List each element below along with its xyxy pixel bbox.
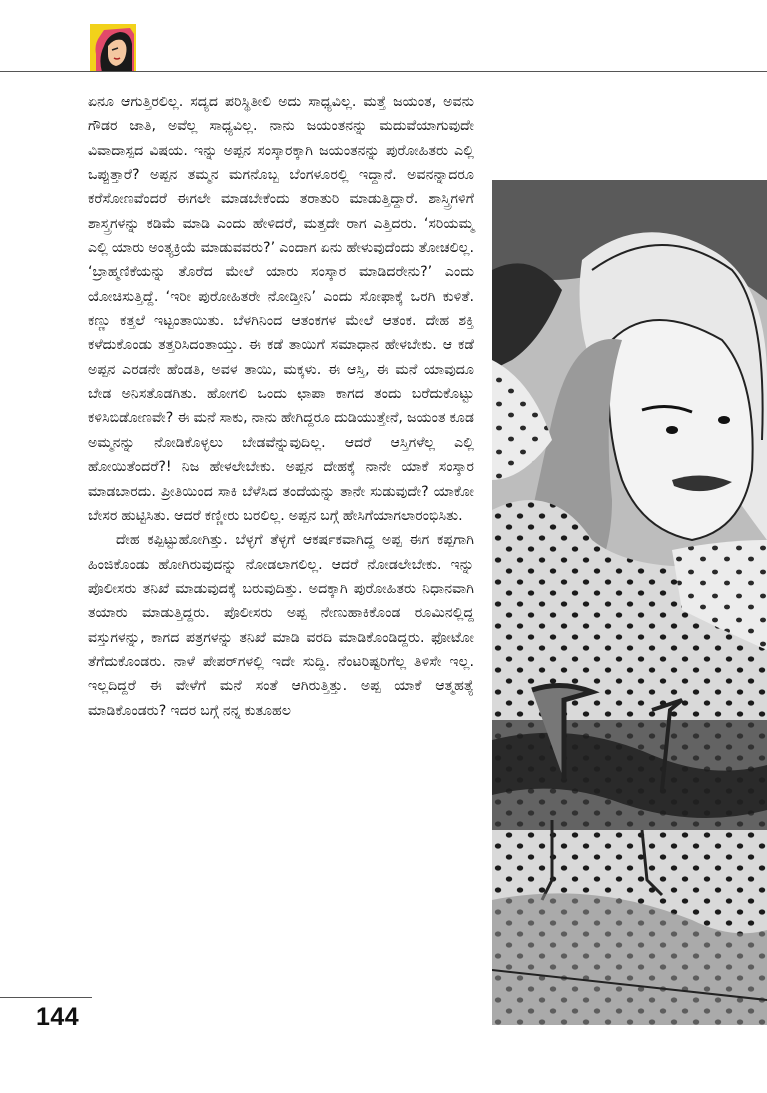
header-rule (0, 71, 767, 72)
ink-portrait-illustration (492, 180, 767, 1025)
magazine-logo-icon (90, 24, 136, 72)
footer-rule (0, 997, 92, 998)
article-body (88, 90, 474, 723)
paragraph-1: ಏನೂ ಆಗುತ್ತಿರಲಿಲ್ಲ. ಸದ್ಯದ ಪರಿಸ್ಥಿತೀಲಿ ಅದು ಸಾಧ್ಯವಿಲ್ಲ. ಮತ್ತೆ ಜಯಂತ, ಅವನು ಗೌಡರ ಜಾತಿ, ಅವೆಲ್ಲ ಸಾಧ್ಯವಿಲ್ಲ. ನಾನು ಜಯಂತನನ್ನು ಮದುವೆಯಾಗುವುದೇ ವಿವಾದಾಸ್ಪದ ವಿಷಯ. ಇನ್ನು ಅಪ್ಪನ ಸಂಸ್ಕಾರಕ್ಕಾಗಿ ಜಯಂತನನ್ನು ಪುರೋಹಿತರು ಎಲ್ಲಿ ಒಪ್ಪುತ್ತಾರೆ? ಅಪ್ಪನ ತಮ್ಮನ ಮಗನೊಬ್ಬ ಬೆಂಗಳೂರಲ್ಲಿ ಇದ್ದಾನೆ. ಅವನನ್ನಾದರೂ ಕರೆಸೋಣವೆಂದರೆ ಈಗಲೇ ಮಾಡಬೇಕೆಂದು ತರಾತುರಿ ಮಾಡುತ್ತಿದ್ದಾರೆ. ಶಾಸ್ತ್ರಿಗಳಿಗೆ ಶಾಸ್ತ್ರಗಳನ್ನು ಕಡಿಮೆ ಮಾಡಿ ಎಂದು ಹೇಳಿದರೆ, ಮತ್ತದೇ ರಾಗ ಎತ್ತಿದರು. ‘ಸರಿಯಮ್ಮ ಎಲ್ಲಿ ಯಾರು ಅಂತ್ಯಕ್ರಿಯೆ ಮಾಡುವವರು?’ ಎಂದಾಗ ಏನು ಹೇಳುವುದೆಂದು ತೋಚಲಿಲ್ಲ. ‘ಬ್ರಾಹ್ಮಣಿಕೆಯನ್ನು ತೊರೆದ ಮೇಲೆ ಯಾರು ಸಂಸ್ಕಾರ ಮಾಡಿದರೇನು?’ ಎಂದು ಯೋಚಿಸುತ್ತಿದ್ದೆ. ‘ಇರೀ ಪುರೋಹಿತರೇ ನೋಡ್ತೀನಿ’ ಎಂದು ಸೋಫಾಕ್ಕೆ ಒರಗಿ ಕುಳಿತೆ. ಕಣ್ಣು ಕತ್ತಲೆ ಇಟ್ಟಂತಾಯಿತು. ಬೆಳಗಿನಿಂದ ಆತಂಕಗಳ ಮೇಲೆ ಆತಂಕ. ದೇಹ ಶಕ್ತಿ ಕಳೆದುಕೊಂಡು ತತ್ತರಿಸಿದಂತಾಯ್ತು. ಈ ಕಡೆ ತಾಯಿಗೆ ಸಮಾಧಾನ ಹೇಳಬೇಕು. ಆ ಕಡೆ ಅಪ್ಪನ ಎರಡನೇ ಹೆಂಡತಿ, ಅವಳ ತಾಯಿ, ಮಕ್ಕಳು. ಈ ಆಸ್ತಿ, ಈ ಮನೆ ಯಾವುದೂ ಬೇಡ ಅನಿಸತೊಡಗಿತು. ಹೋಗಲಿ ಒಂದು ಛಾಪಾ ಕಾಗದ ತಂದು ಬರೆದುಕೊಟ್ಟು ಕಳಿಸಿಬಿಡೋಣವೇ? ಈ ಮನೆ ಸಾಕು, ನಾನು ಹೇಗಿದ್ದರೂ ದುಡಿಯುತ್ತೇನೆ, ಜಯಂತ ಕೂಡ ಅಮ್ಮನನ್ನು ನೋಡಿಕೊಳ್ಳಲು ಬೇಡವೆನ್ನುವುದಿಲ್ಲ. ಆದರೆ ಆಸ್ತಿಗಳೆಲ್ಲ ಎಲ್ಲಿ ಹೋಯಿತೆಂದರೆ?! ನಿಜ ಹೇಳಲೇಬೇಕು. ಅಪ್ಪನ ದೇಹಕ್ಕೆ ನಾನೇ ಯಾಕೆ ಸಂಸ್ಕಾರ ಮಾಡಬಾರದು. ಪ್ರೀತಿಯಿಂದ ಸಾಕಿ ಬೆಳೆಸಿದ ತಂದೆಯನ್ನು ತಾನೇ ಸುಡುವುದೇ? ಯಾಕೋ ಬೇಸರ ಹುಟ್ಟಿಸಿತು. ಆದರೆ ಕಣ್ಣೀರು ಬರಲಿಲ್ಲ. ಅಪ್ಪನ ಬಗ್ಗೆ ಹೇಸಿಗೆಯಾಗಲಾರಂಭಿಸಿತು. (88, 94, 474, 524)
page-number: 144 (36, 1003, 80, 1031)
paragraph-2: ದೇಹ ಕಪ್ಪಿಟ್ಟುಹೋಗಿತ್ತು. ಬೆಳ್ಳಗೆ ತೆಳ್ಳಗೆ ಆಕರ್ಷಕವಾಗಿದ್ದ ಅಪ್ಪ ಈಗ ಕಪ್ಪಗಾಗಿ ಹಿಂಜಿಕೊಂಡು ಹೋಗಿರುವುದನ್ನು ನೋಡಲಾಗಲಿಲ್ಲ. ಆದರೆ ನೋಡಲೇಬೇಕು. ಇನ್ನು ಪೊಲೀಸರು ತನಿಖೆ ಮಾಡುವುದಕ್ಕೆ ಬರುವುದಿತ್ತು. ಅದಕ್ಕಾಗಿ ಪುರೋಹಿತರು ನಿಧಾನವಾಗಿ ತಯಾರು ಮಾಡುತ್ತಿದ್ದರು. ಪೊಲೀಸರು ಅಪ್ಪ ನೇಣುಹಾಕಿಕೊಂಡ ರೂಮಿನಲ್ಲಿದ್ದ ವಸ್ತುಗಳನ್ನು, ಕಾಗದ ಪತ್ರಗಳನ್ನು ತನಿಖೆ ಮಾಡಿ ವರದಿ ಮಾಡಿಕೊಂಡಿದ್ದರು. ಫೋಟೋ ತೆಗೆದುಕೊಂಡರು. ನಾಳೆ ಪೇಪರ್‌ಗಳಲ್ಲಿ ಇದೇ ಸುದ್ದಿ. ನೆಂಟರಿಷ್ಟರಿಗೆಲ್ಲ ತಿಳಿಸೇ ಇಲ್ಲ. ಇಲ್ಲದಿದ್ದರೆ ಈ ವೇಳೆಗೆ ಮನೆ ಸಂತೆ ಆಗಿರುತ್ತಿತ್ತು. ಅಪ್ಪ ಯಾಕೆ ಆತ್ಮಹತ್ಯೆ ಮಾಡಿಕೊಂಡರು? ಇದರ ಬಗ್ಗೆ ನನ್ನ ಕುತೂಹಲ (88, 532, 474, 719)
